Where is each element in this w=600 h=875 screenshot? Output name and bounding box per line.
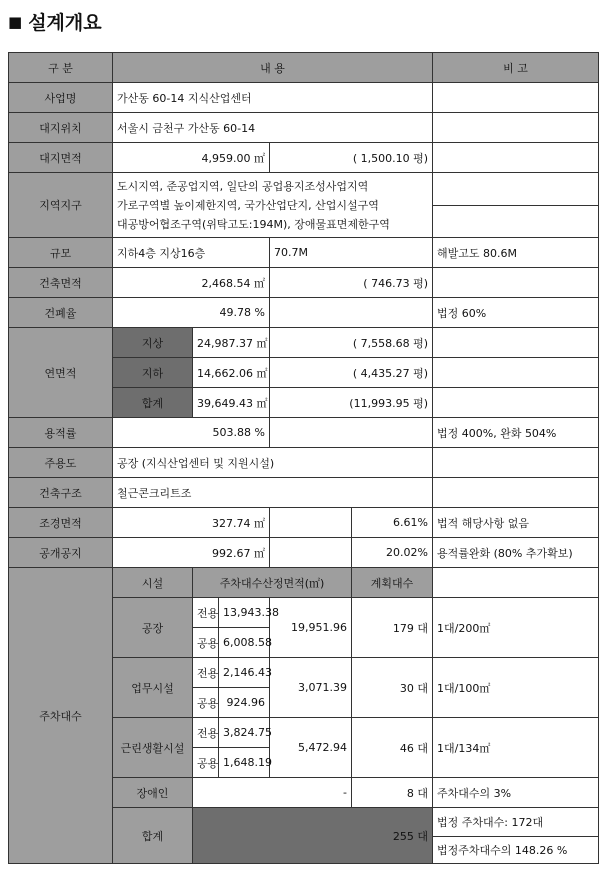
parking-ratio: 1대/200㎡ (433, 598, 599, 658)
structure-type: 철근콘크리트조 (113, 478, 433, 508)
parking-count: 179 대 (352, 598, 433, 658)
disabled-count: 8 대 (352, 778, 433, 808)
common-area: 6,008.58 (219, 628, 270, 658)
row-label: 주용도 (9, 448, 113, 478)
row-coverage (9, 298, 599, 328)
main-use: 공장 (지식산업센터 및 지원시설) (113, 448, 433, 478)
floor-sub-label: 지하 (113, 358, 193, 388)
title-text: 설계개요 (28, 12, 102, 34)
parking-header-row (9, 568, 599, 598)
row-zoning (9, 173, 599, 238)
header-category: 구 분 (9, 53, 113, 83)
zoning-line: 도시지역, 준공업지역, 일단의 공업용지조성사업지역 (117, 179, 369, 193)
parking-header-planned: 계획대수 (352, 568, 433, 598)
parking-total-area: 5,472.94 (270, 718, 352, 778)
zoning-line: 가로구역별 높이제한지역, 국가산업단지, 산업시설구역 (117, 198, 379, 212)
exclusive-area: 13,943.38 (219, 598, 270, 628)
disabled-area: - (193, 778, 352, 808)
parking-total-area: 19,951.96 (270, 598, 352, 658)
zoning-line: 대공방어협조구역(위탁고도:194M), 장애물표면제한구역 (117, 217, 390, 231)
empty-note (433, 568, 599, 598)
exclusive-label: 전용 (193, 658, 219, 688)
disabled-note: 주차대수의 3% (433, 778, 599, 808)
landscape-note: 법적 해당사항 없음 (433, 508, 599, 538)
row-label: 대지위치 (9, 113, 113, 143)
empty-note (433, 448, 599, 478)
common-label: 공용 (193, 628, 219, 658)
empty-note (433, 83, 599, 113)
floor-area-m2: 14,662.06 ㎡ (193, 358, 270, 388)
header-content: 내 용 (113, 53, 433, 83)
row-use (9, 448, 599, 478)
building-area-pyeong: ( 746.73 평) (270, 268, 433, 298)
header-remarks: 비 고 (433, 53, 599, 83)
empty-cell (270, 418, 433, 448)
row-label: 주차대수 (9, 568, 113, 864)
legal-parking-count: 법정 주차대수: 172대 (437, 815, 544, 829)
parking-total-note (433, 808, 599, 864)
scale-height: 70.7M (270, 238, 433, 268)
empty-note (433, 478, 599, 508)
floor-sub-label: 지상 (113, 328, 193, 358)
parking-total-label: 합계 (113, 808, 193, 864)
far-note: 법정 400%, 완화 504% (433, 418, 599, 448)
row-open-space (9, 538, 599, 568)
row-label: 대지면적 (9, 143, 113, 173)
project-name: 가산동 60-14 지식산업센터 (113, 83, 433, 113)
empty-note (433, 358, 599, 388)
landscape-pct: 6.61% (352, 508, 433, 538)
zoning-text (113, 173, 433, 238)
coverage-note: 법정 60% (433, 298, 599, 328)
legal-parking-ratio: 법정주차대수의 148.26 % (433, 836, 598, 863)
parking-facility: 업무시설 (113, 658, 193, 718)
parking-facility: 공장 (113, 598, 193, 658)
parking-total-count: 255 대 (193, 808, 433, 864)
header-row (9, 53, 599, 83)
parking-header-facility: 시설 (113, 568, 193, 598)
parking-count: 30 대 (352, 658, 433, 718)
common-area: 1,648.19 (219, 748, 270, 778)
square-bullet-icon: ■ (8, 13, 23, 31)
parking-ratio: 1대/100㎡ (433, 658, 599, 718)
row-project (9, 83, 599, 113)
coverage-value: 49.78 % (113, 298, 270, 328)
scale-note: 해발고도 80.6M (433, 238, 599, 268)
exclusive-label: 전용 (193, 718, 219, 748)
design-overview-table (8, 52, 599, 864)
scale-floors: 지하4층 지상16층 (113, 238, 270, 268)
empty-note (433, 143, 599, 173)
building-area-m2: 2,468.54 ㎡ (113, 268, 270, 298)
open-space-pct: 20.02% (352, 538, 433, 568)
row-structure (9, 478, 599, 508)
empty-note (433, 388, 599, 418)
parking-count: 46 대 (352, 718, 433, 778)
far-value: 503.88 % (113, 418, 270, 448)
floor-area-pyeong: ( 7,558.68 평) (270, 328, 433, 358)
row-label: 용적률 (9, 418, 113, 448)
parking-facility: 장애인 (113, 778, 193, 808)
open-space-m2: 992.67 ㎡ (113, 538, 270, 568)
floor-area-pyeong: (11,993.95 평) (270, 388, 433, 418)
row-label: 지역지구 (9, 173, 113, 238)
page-title (8, 8, 102, 36)
row-label: 건축면적 (9, 268, 113, 298)
row-site-area (9, 143, 599, 173)
row-building-area (9, 268, 599, 298)
empty-note (433, 268, 599, 298)
row-label: 규모 (9, 238, 113, 268)
exclusive-area: 2,146.43 (219, 658, 270, 688)
open-space-note: 용적률완화 (80% 추가확보) (433, 538, 599, 568)
exclusive-area: 3,824.75 (219, 718, 270, 748)
row-landscape (9, 508, 599, 538)
common-label: 공용 (193, 748, 219, 778)
floor-sub-label: 합계 (113, 388, 193, 418)
row-label: 연면적 (9, 328, 113, 418)
row-label: 건폐율 (9, 298, 113, 328)
site-area-pyeong: ( 1,500.10 평) (270, 143, 433, 173)
floor-area-pyeong: ( 4,435.27 평) (270, 358, 433, 388)
row-scale (9, 238, 599, 268)
zoning-note (433, 173, 599, 238)
row-label: 사업명 (9, 83, 113, 113)
exclusive-label: 전용 (193, 598, 219, 628)
row-floor-above (9, 328, 599, 358)
parking-facility: 근린생활시설 (113, 718, 193, 778)
empty-note (433, 328, 599, 358)
floor-area-m2: 24,987.37 ㎡ (193, 328, 270, 358)
empty-note (433, 113, 599, 143)
landscape-m2: 327.74 ㎡ (113, 508, 270, 538)
row-label: 공개공지 (9, 538, 113, 568)
empty-cell (270, 298, 433, 328)
row-label: 조경면적 (9, 508, 113, 538)
empty-cell (270, 538, 352, 568)
common-label: 공용 (193, 688, 219, 718)
empty-cell (270, 508, 352, 538)
parking-total-area: 3,071.39 (270, 658, 352, 718)
parking-header-area: 주차대수산정면적(㎡) (193, 568, 352, 598)
parking-ratio: 1대/134㎡ (433, 718, 599, 778)
site-area-m2: 4,959.00 ㎡ (113, 143, 270, 173)
common-area: 924.96 (219, 688, 270, 718)
row-far (9, 418, 599, 448)
site-location: 서울시 금천구 가산동 60-14 (113, 113, 433, 143)
row-location (9, 113, 599, 143)
row-label: 건축구조 (9, 478, 113, 508)
floor-area-m2: 39,649.43 ㎡ (193, 388, 270, 418)
